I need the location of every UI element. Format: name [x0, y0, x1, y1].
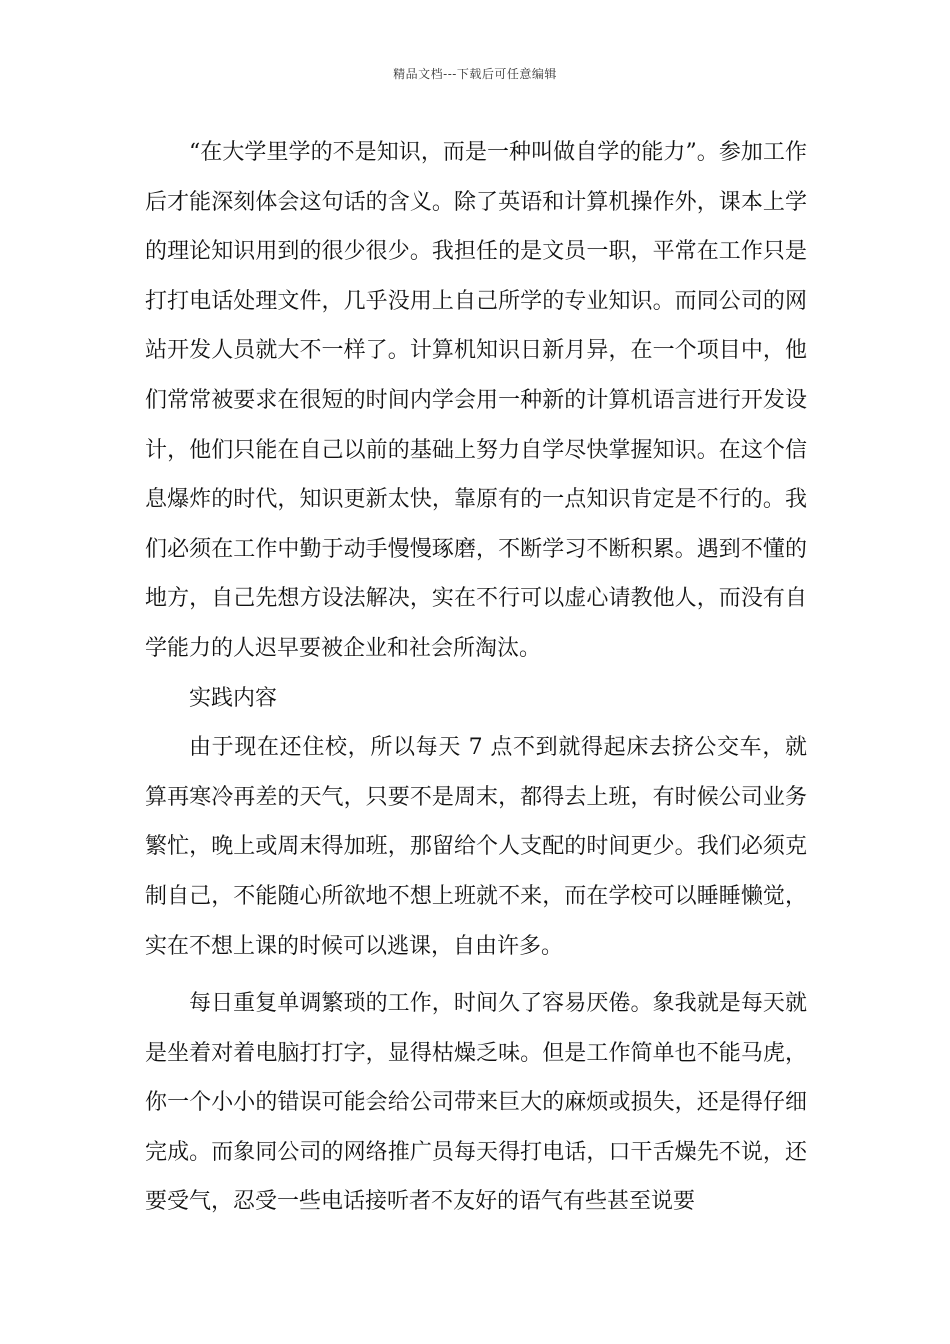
- document-body: [145, 128, 807, 1227]
- paragraph-routine-work: 每日重复单调繁琐的工作，时间久了容易厌倦。象我就是每天就是坐着对着电脑打打字，显得枯燥乏味。但是工作简单也不能马虎，你一个小小的错误可能会给公司带来巨大的麻烦或损失，还是得仔细完成。而象同公司的网络推广员每天得打电话，口干舌燥先不说，还要受气，忍受一些电话接听者不友好的语气有些甚至说要: [145, 991, 807, 1215]
- paragraph-commute: 由于现在还住校，所以每天 7 点不到就得起床去挤公交车，就算再寒冷再差的天气，只要不是周末，都得去上班，有时候公司业务繁忙，晚上或周末得加班，那留给个人支配的时间更少。我们必须克制自己，不能随心所欲地不想上班就不来，而在学校可以睡睡懒觉，实在不想上课的时候可以逃课，自由许多。: [145, 735, 807, 959]
- page-header: 精品文档---下载后可任意编辑: [393, 67, 557, 81]
- paragraph-self-learning: “在大学里学的不是知识，而是一种叫做自学的能力”。参加工作后才能深刻体会这句话的含义。除了英语和计算机操作外，课本上学的理论知识用到的很少很少。我担任的是文员一职，平常在工作只是打打电话处理文件，几乎没用上自己所学的专业知识。而同公司的网站开发人员就大不一样了。计算机知识日新月异，在一个项目中，他们常常被要求在很短的时间内学会用一种新的计算机语言进行开发设计，他们只能在自己以前的基础上努力自学尽快掌握知识。在这个信息爆炸的时代，知识更新太快，靠原有的一点知识肯定是不行的。我们必须在工作中勤于动手慢慢琢磨，不断学习不断积累。遇到不懂的地方，自己先想方设法解决，实在不行可以虚心请教他人，而没有自学能力的人迟早要被企业和社会所淘汰。: [145, 140, 807, 661]
- section-heading-practice: 实践内容: [189, 685, 278, 711]
